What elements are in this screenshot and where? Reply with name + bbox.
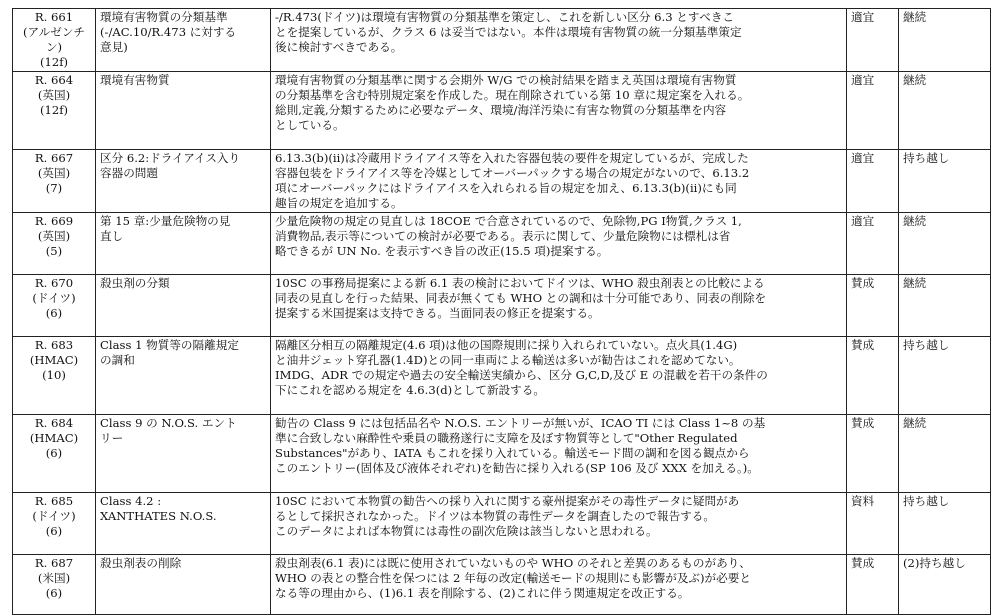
proposal-id-cell-line: (ドイツ) [32, 291, 76, 305]
proposal-id-cell-line: (6) [45, 306, 63, 320]
proposal-id-cell-line: (5) [45, 244, 63, 258]
position-cell: 賛成 [847, 337, 899, 415]
action-cell: 継続 [899, 9, 991, 72]
proposal-description-cell-line: 容器包装をドライアイス等を冷媒としてオーバーパックする場合の規定がないので、6.13.2 [275, 166, 750, 180]
proposal-id-cell-line: (英国) [37, 229, 71, 243]
proposal-id-cell-line: R. 687 [34, 556, 74, 570]
proposal-title-cell [96, 9, 271, 72]
action-cell: 持ち越し [899, 150, 991, 213]
proposal-title-cell-line: Class 4.2 : [100, 494, 162, 508]
proposal-description-cell-line: 少量危険物の規定の見直しは 18COE で合意されているので、免除物,PG Ⅰ物質,クラス 1, [275, 214, 742, 228]
proposal-description-cell-line: 項にオーバーパックにはドライアイスを入れられる旨の規定を加え、6.13.3(b)(ii)にも同 [275, 181, 737, 195]
proposal-title-cell-line: 容器の問題 [100, 166, 158, 180]
proposal-description-cell-line: 略できるが UN No. を表示すべき旨の改正(15.5 項)提案する。 [275, 244, 609, 258]
proposal-title-cell-line: XANTHATES N.O.S. [100, 509, 217, 523]
proposal-title-cell-line: 意見) [100, 40, 128, 54]
proposal-id-cell [13, 415, 96, 493]
action-cell: 持ち越し [899, 337, 991, 415]
table-row [13, 213, 991, 275]
proposal-title-cell [96, 150, 271, 213]
proposal-description-cell-line: 環境有害物質の分類基準に関する会期外 W/G での検討結果を踏まえ英国は環境有害物質 [275, 73, 737, 87]
proposal-description-cell-line: 消費物品,表示等についての検討が必要である。表示に関して、少量危険物には標札は省 [275, 229, 731, 243]
proposal-description-cell-line: 提案する米国提案は支持できる。当面同表の修正を提案する。 [275, 306, 600, 320]
proposal-title-cell-line: 殺虫剤表の削除 [100, 556, 182, 570]
proposal-title-cell [96, 493, 271, 555]
proposal-title-cell-line: 区分 6.2:ドライアイス入り [100, 151, 241, 165]
proposal-id-cell [13, 9, 96, 72]
proposal-description-cell-line: 殺虫剤表(6.1 表)には既に使用されていないものや WHO のそれと差異のあるものがあり、 [275, 556, 751, 570]
table-row [13, 555, 991, 615]
proposal-id-cell-line: R. 685 [34, 494, 74, 508]
proposal-id-cell-line: (英国) [37, 88, 71, 102]
proposal-description-cell-line: 総則,定義,分類するために必要なデータ、環境/海洋汚染に有害な物質の分類基準を内容 [275, 103, 727, 117]
proposal-description-cell-line: 6.13.3(b)(ii)は冷蔵用ドライアイス等を入れた容器包装の要件を規定しているが、完成した [275, 151, 749, 165]
table-row [13, 415, 991, 493]
position-cell: 適宜 [847, 9, 899, 72]
proposal-description-cell [271, 337, 847, 415]
proposal-id-cell-line: (米国) [37, 571, 71, 585]
proposal-description-cell-line: 隔離区分相互の隔離規定(4.6 項)は他の国際規則に採り入れられていない。点火具(1.4G) [275, 338, 738, 352]
proposal-title-cell-line: リー [100, 431, 124, 445]
proposal-title-cell [96, 213, 271, 275]
table-row [13, 9, 991, 72]
proposal-description-cell-line: WHO の表との整合性を保つには 2 年毎の改定(輸送モードの規則にも影響が及ぶ)が必要と [275, 571, 751, 585]
proposal-description-cell-line: とを提案しているが、クラス 6 は妥当ではない。本件は環境有害物質の統一分類基準策定 [275, 25, 742, 39]
proposals-table [12, 8, 991, 615]
table-row [13, 493, 991, 555]
proposal-title-cell-line: 第 15 章:少量危険物の見 [100, 214, 231, 228]
proposal-title-cell [96, 275, 271, 337]
proposal-title-cell [96, 555, 271, 615]
proposal-id-cell-line: (12f) [39, 103, 69, 117]
proposal-id-cell [13, 72, 96, 150]
proposal-id-cell-line: (英国) [37, 166, 71, 180]
proposal-id-cell-line: (10) [42, 368, 66, 382]
action-cell: 継続 [899, 415, 991, 493]
action-cell: (2)持ち越し [899, 555, 991, 615]
proposal-title-cell [96, 415, 271, 493]
proposal-description-cell-line: 同表の見直しを行った結果、同表が無くても WHO との調和は十分可能であり、同表の削除を [275, 291, 767, 305]
table-row [13, 275, 991, 337]
table-row [13, 337, 991, 415]
table-row [13, 72, 991, 150]
proposal-title-cell [96, 337, 271, 415]
proposal-id-cell [13, 337, 96, 415]
proposal-description-cell-line: と油井ジェット穿孔器(1.4D)との同一車両による輸送は多いが勧告はこれを認めてない。 [275, 353, 741, 367]
proposal-id-cell-line: R. 667 [34, 151, 74, 165]
proposal-id-cell-line: (6) [45, 446, 63, 460]
table-row [13, 150, 991, 213]
position-cell: 適宜 [847, 150, 899, 213]
proposal-description-cell-line: -/R.473(ドイツ)は環境有害物質の分類基準を策定し、これを新しい区分 6.3 とすべきこ [275, 10, 735, 24]
proposal-description-cell [271, 415, 847, 493]
proposal-description-cell-line: るとして採択されなかった。ドイツは本物質の毒性データを調査したので報告する。 [275, 509, 715, 523]
proposal-id-cell-line: (7) [45, 181, 63, 195]
proposal-description-cell-line: IMDG、ADR での規定や過去の安全輸送実績から、区分 G,C,D,及び E の混載を若干の条件の [275, 368, 768, 382]
proposal-id-cell [13, 213, 96, 275]
proposal-id-cell [13, 150, 96, 213]
proposal-description-cell-line: なる等の理由から、(1)6.1 表を削除する、(2)これに伴う関連規定を改正する。 [275, 586, 690, 600]
proposal-description-cell-line: 下にこれを認める規定を 4.6.3(d)として新設する。 [275, 383, 545, 397]
proposal-title-cell [96, 72, 271, 150]
proposal-description-cell [271, 9, 847, 72]
proposal-description-cell-line: このデータによれば本物質には毒性の副次危険は該当しないと思われる。 [275, 524, 658, 538]
proposal-title-cell-line: (-/AC.10/R.473 に対する [100, 25, 237, 39]
action-cell: 継続 [899, 275, 991, 337]
proposal-title-cell-line: Class 9 の N.O.S. エント [100, 416, 237, 430]
proposal-description-cell [271, 493, 847, 555]
position-cell: 賛成 [847, 275, 899, 337]
proposal-id-cell-line: (6) [45, 586, 63, 600]
proposal-title-cell-line: Class 1 物質等の隔離規定 [100, 338, 239, 352]
action-cell: 持ち越し [899, 493, 991, 555]
proposal-title-cell-line: 殺虫剤の分類 [100, 276, 170, 290]
proposal-id-cell-line: (12f) [39, 55, 69, 69]
proposal-id-cell-line: (6) [45, 524, 63, 538]
proposal-id-cell-line: R. 684 [34, 416, 74, 430]
proposal-title-cell-line: 環境有害物質の分類基準 [100, 10, 228, 24]
proposal-description-cell [271, 275, 847, 337]
proposal-description-cell-line: 勧告の Class 9 には包括品名や N.O.S. エントリーが無いが、ICAO TI には Class 1~8 の基 [275, 416, 766, 430]
proposal-description-cell-line: 趣旨の規定を追加する。 [275, 196, 403, 210]
proposal-id-cell-line: (HMAC) [29, 431, 79, 445]
position-cell: 資料 [847, 493, 899, 555]
proposal-id-cell-line: R. 669 [34, 214, 74, 228]
proposal-id-cell [13, 275, 96, 337]
proposal-id-cell [13, 555, 96, 615]
proposal-description-cell [271, 72, 847, 150]
action-cell: 継続 [899, 213, 991, 275]
action-cell: 継続 [899, 72, 991, 150]
proposal-description-cell-line: Substances"があり、IATA もこれを採り入れている。輸送モード間の調和を図る観点から [275, 446, 750, 460]
proposal-id-cell-line: (HMAC) [29, 353, 79, 367]
position-cell: 賛成 [847, 415, 899, 493]
position-cell: 適宜 [847, 72, 899, 150]
proposal-title-cell-line: の調和 [100, 353, 135, 367]
proposal-description-cell-line: 準に合致しない麻酔性や乗員の職務遂行に支障を及ぼす物質等として"Other Regulated [275, 431, 738, 445]
proposal-id-cell-line: (ドイツ) [32, 509, 76, 523]
proposal-description-cell-line: の分類基準を含む特別規定案を作成した。現在削除されている第 10 章に規定案を入れる。 [275, 88, 750, 102]
proposal-id-cell-line: R. 683 [34, 338, 74, 352]
proposal-description-cell [271, 213, 847, 275]
proposal-description-cell [271, 150, 847, 213]
position-cell: 賛成 [847, 555, 899, 615]
proposal-description-cell-line: 10SC の事務局提案による新 6.1 表の検討においてドイツは、WHO 殺虫剤表との比較による [275, 276, 765, 290]
proposal-description-cell [271, 555, 847, 615]
proposal-id-cell-line: R. 661 [34, 10, 74, 24]
proposal-description-cell-line: としている。 [275, 118, 345, 132]
proposal-description-cell-line: 10SC において本物質の勧告への採り入れに関する豪州提案がその毒性データに疑問があ [275, 494, 740, 508]
position-cell: 適宜 [847, 213, 899, 275]
proposal-title-cell-line: 直し [100, 229, 124, 243]
proposal-title-cell-line: 環境有害物質 [100, 73, 170, 87]
proposal-id-cell-line: R. 670 [34, 276, 74, 290]
proposal-id-cell-line: R. 664 [34, 73, 74, 87]
proposal-id-cell [13, 493, 96, 555]
proposal-description-cell-line: 後に検討すべきである。 [275, 40, 403, 54]
proposal-description-cell-line: このエントリー(固体及び液体それぞれ)を勧告に採り入れる(SP 106 及び XXX を加える。)。 [275, 461, 759, 475]
proposals-table-body [13, 9, 991, 615]
proposal-id-cell-line: (アルゼンチン) [22, 25, 86, 54]
